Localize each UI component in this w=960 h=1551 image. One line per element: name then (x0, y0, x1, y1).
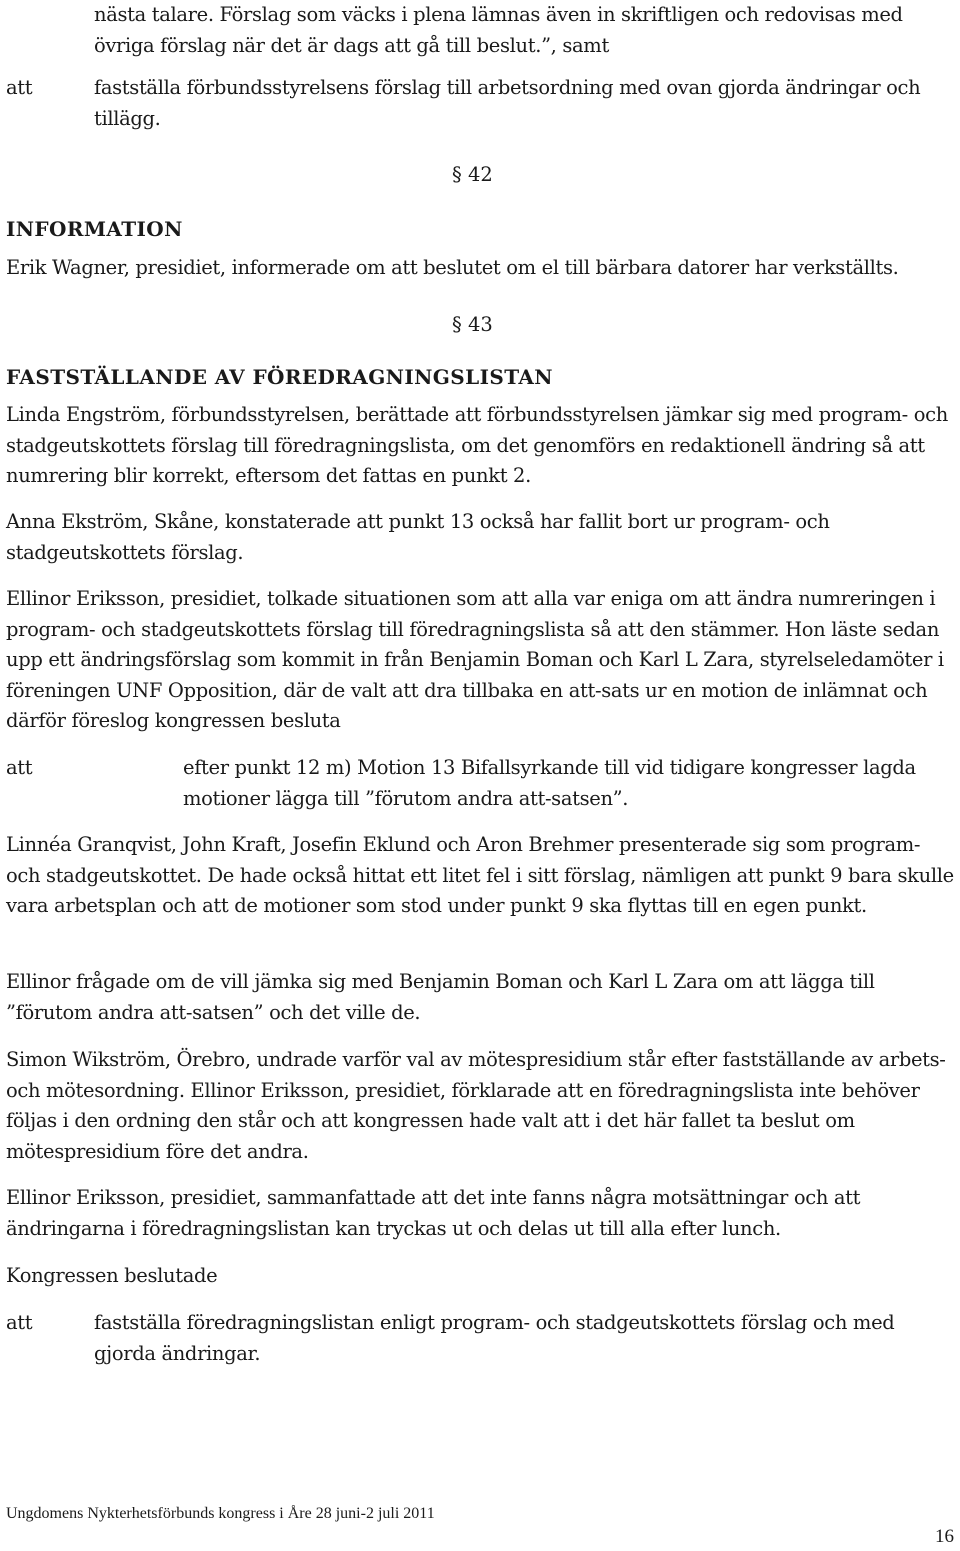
section-heading-information: INFORMATION (6, 217, 183, 241)
footer-text: Ungdomens Nykterhetsförbunds kongress i Åre 28 juni-2 juli 2011 (6, 1505, 435, 1522)
att-label: att (6, 1311, 33, 1334)
decision-att-row (6, 73, 956, 134)
paragraph-anna-ekstrom: Anna Ekström, Skåne, konstaterade att punkt 13 också har fallit bort ur program- och stadgeutskottets förslag. (6, 510, 830, 564)
page-number: 16 (935, 1526, 954, 1547)
paragraph-simon-wikstrom: Simon Wikström, Örebro, undrade varför val av mötespresidium står efter fastställande av arbets- och mötesordning. Ellinor Eriksson, presidiet, förklarade att en föredragningslista inte behöver följas i den ordning den står och att kongressen hade valt att i det här fallet ta beslut om mötespresidium före det andra. (6, 1048, 946, 1163)
section-number-43: § 43 (452, 313, 493, 336)
att-label: att (6, 76, 33, 99)
att-text: efter punkt 12 m) Motion 13 Bifallsyrkande till vid tidigare kongresser lagda motioner lägga till ”förutom andra att-satsen”. (183, 756, 916, 810)
paragraph-ellinor-fragade: Ellinor frågade om de vill jämka sig med Benjamin Boman och Karl L Zara om att lägga till ”förutom andra att-satsen” och det ville de. (6, 970, 875, 1024)
motion-att-row (6, 753, 956, 814)
information-paragraph: Erik Wagner, presidiet, informerade om att beslutet om el till bärbara datorer har verkställts. (6, 256, 899, 279)
paragraph-linda-engstrom: Linda Engström, förbundsstyrelsen, berättade att förbundsstyrelsen jämkar sig med program- och stadgeutskottets förslag till föredragningslista, om det genomförs en redaktionell ändring så att numrering blir korrekt, eftersom det fattas en punkt 2. (6, 403, 948, 487)
paragraph-ellinor-eriksson-1: Ellinor Eriksson, presidiet, tolkade situationen som att alla var eniga om att ändra numreringen i program- och stadgeutskottets förslag till föredragningslista så att den stämmer. Hon läste sedan upp ett ändringsförslag som kommit in från Benjamin Boman och Karl L Zara, styrelseledamöter i föreningen UNF Opposition, där de valt att dra tillbaka en att-sats ur en motion de inlämnat och därför föreslog kongressen besluta (6, 587, 944, 732)
att-text: fastställa förbundsstyrelsens förslag till arbetsordning med ovan gjorda ändringar och tillägg. (94, 76, 921, 130)
section-number-42: § 42 (452, 163, 493, 186)
final-decision-att-row (6, 1308, 956, 1369)
continuation-paragraph (6, 0, 956, 61)
paragraph-linnea-granqvist: Linnéa Granqvist, John Kraft, Josefin Eklund och Aron Brehmer presenterade sig som program- och stadgeutskottet. De hade också hittat ett litet fel i sitt förslag, nämligen att punkt 9 bara skulle vara arbetsplan och att de motioner som stod under punkt 9 ska flyttas till en egen punkt. (6, 833, 954, 917)
att-label: att (6, 756, 33, 779)
paragraph-ellinor-sammanfattade: Ellinor Eriksson, presidiet, sammanfattade att det inte fanns några motsättningar och att ändringarna i föredragningslistan kan tryckas ut och delas ut till alla efter lunch. (6, 1186, 861, 1240)
att-text: fastställa föredragningslistan enligt program- och stadgeutskottets förslag och med gjorda ändringar. (94, 1311, 895, 1365)
paragraph-kongressen-beslutade: Kongressen beslutade (6, 1264, 218, 1287)
section-heading-foredragningslistan: FASTSTÄLLANDE AV FÖREDRAGNINGSLISTAN (6, 365, 553, 389)
continuation-text: nästa talare. Förslag som väcks i plena lämnas även in skriftligen och redovisas med övriga förslag när det är dags att gå till beslut.”, samt (94, 3, 903, 57)
